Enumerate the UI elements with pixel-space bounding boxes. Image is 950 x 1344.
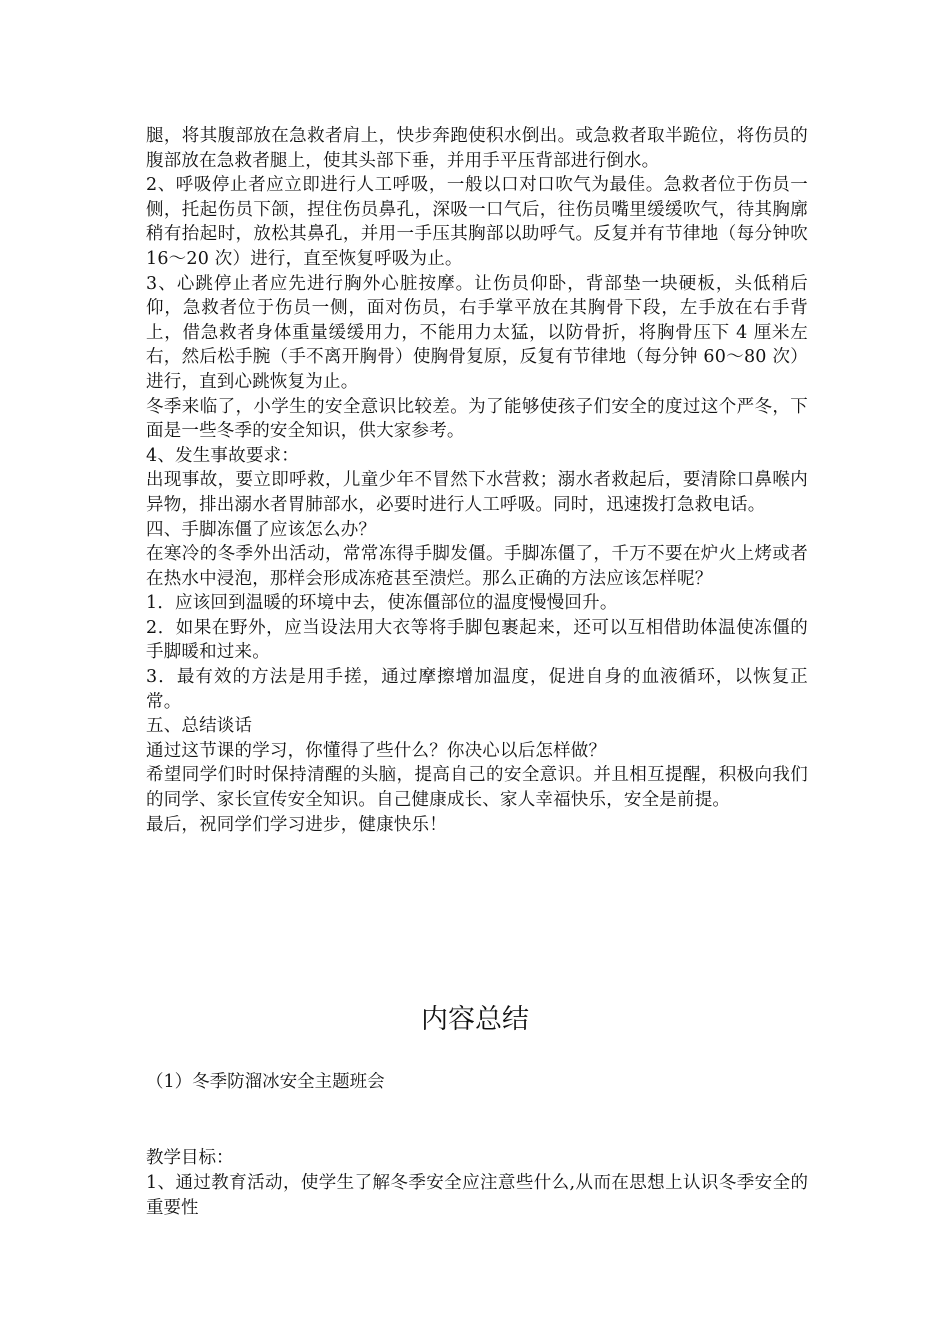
content-summary-subtitle: （1）冬季防溜冰安全主题班会 [146, 1072, 385, 1092]
teaching-goals-section [146, 1146, 808, 1221]
paragraph-artificial-respiration: 2、呼吸停止者应立即进行人工呼吸，一般以口对口吹气为最佳。急救者位于伤员一侧，托起伤员下颌，捏住伤员鼻孔，深吸一口气后，往伤员嘴里缓缓吹气，待其胸廓稍有抬起时，放松其鼻孔，并用一手压其胸部以助呼气。反复并有节律地（每分钟吹 16～20 次）进行，直至恢复呼吸为止。 [146, 175, 808, 269]
paragraph-frozen-intro: 在寒冷的冬季外出活动，常常冻得手脚发僵。手脚冻僵了，千万不要在炉火上烤或者在热水中浸泡，那样会形成冻疮甚至溃烂。那么正确的方法应该怎样呢？ [146, 544, 808, 589]
paragraph-reflection-question: 通过这节课的学习，你懂得了些什么？你决心以后怎样做？ [146, 740, 607, 761]
heading-accident-requirements: 4、发生事故要求： [146, 445, 299, 466]
content-summary-title: 内容总结 [421, 1004, 529, 1035]
heading-frozen-hands-feet: 四、手脚冻僵了应该怎么办？ [146, 519, 377, 540]
teaching-goals-heading: 教学目标： [146, 1148, 234, 1168]
paragraph-drowning-rescue: 腿，将其腹部放在急救者肩上，快步奔跑使积水倒出。或急救者取半跪位，将伤员的腹部放在急救者腿上，使其头部下垂，并用手平压背部进行倒水。 [146, 126, 808, 171]
list-item-wrap-outdoors: 2．如果在野外，应当设法用大衣等将手脚包裹起来，还可以互相借助体温使冻僵的手脚暖和过来。 [146, 617, 808, 663]
document-body [146, 124, 808, 837]
paragraph-winter-intro: 冬季来临了，小学生的安全意识比较差。为了能够使孩子们安全的度过这个严冬，下面是一些冬季的安全知识，供大家参考。 [146, 396, 808, 442]
paragraph-cardiac-massage: 3、心跳停止者应先进行胸外心脏按摩。让伤员仰卧，背部垫一块硬板，头低稍后仰，急救者位于伤员一侧，面对伤员，右手掌平放在其胸骨下段，左手放在右手背上，借急救者身体重量缓缓用力，不能用力太猛，以防骨折，将胸骨压下 4 厘米左右，然后松手腕（手不离开胸骨）使胸骨复原，反复有节律地（每分钟 60～80 次）进行，直到心跳恢复为止。 [146, 273, 808, 392]
paragraph-closing-wish: 最后，祝同学们学习进步，健康快乐！ [146, 814, 447, 835]
paragraph-accident-response: 出现事故，要立即呼救，儿童少年不冒然下水营救；溺水者救起后，要清除口鼻喉内异物，排出溺水者胃肺部水，必要时进行人工呼吸。同时，迅速拨打急救电话。 [146, 470, 808, 515]
teaching-goal-item: 1、通过教育活动，使学生了解冬季安全应注意些什么,从而在思想上认识冬季安全的重要性 [146, 1173, 808, 1218]
list-item-rub-hands: 3．最有效的方法是用手搓，通过摩擦增加温度，促进自身的血液循环，以恢复正常。 [146, 667, 808, 712]
paragraph-safety-hope: 希望同学们时时保持清醒的头脑，提高自己的安全意识。并且相互提醒，积极向我们的同学、家长宣传安全知识。自己健康成长、家人幸福快乐，安全是前提。 [146, 765, 808, 811]
list-item-warm-environment: 1．应该回到温暖的环境中去，使冻僵部位的温度慢慢回升。 [146, 593, 618, 614]
heading-summary-talk: 五、总结谈话 [146, 716, 253, 737]
